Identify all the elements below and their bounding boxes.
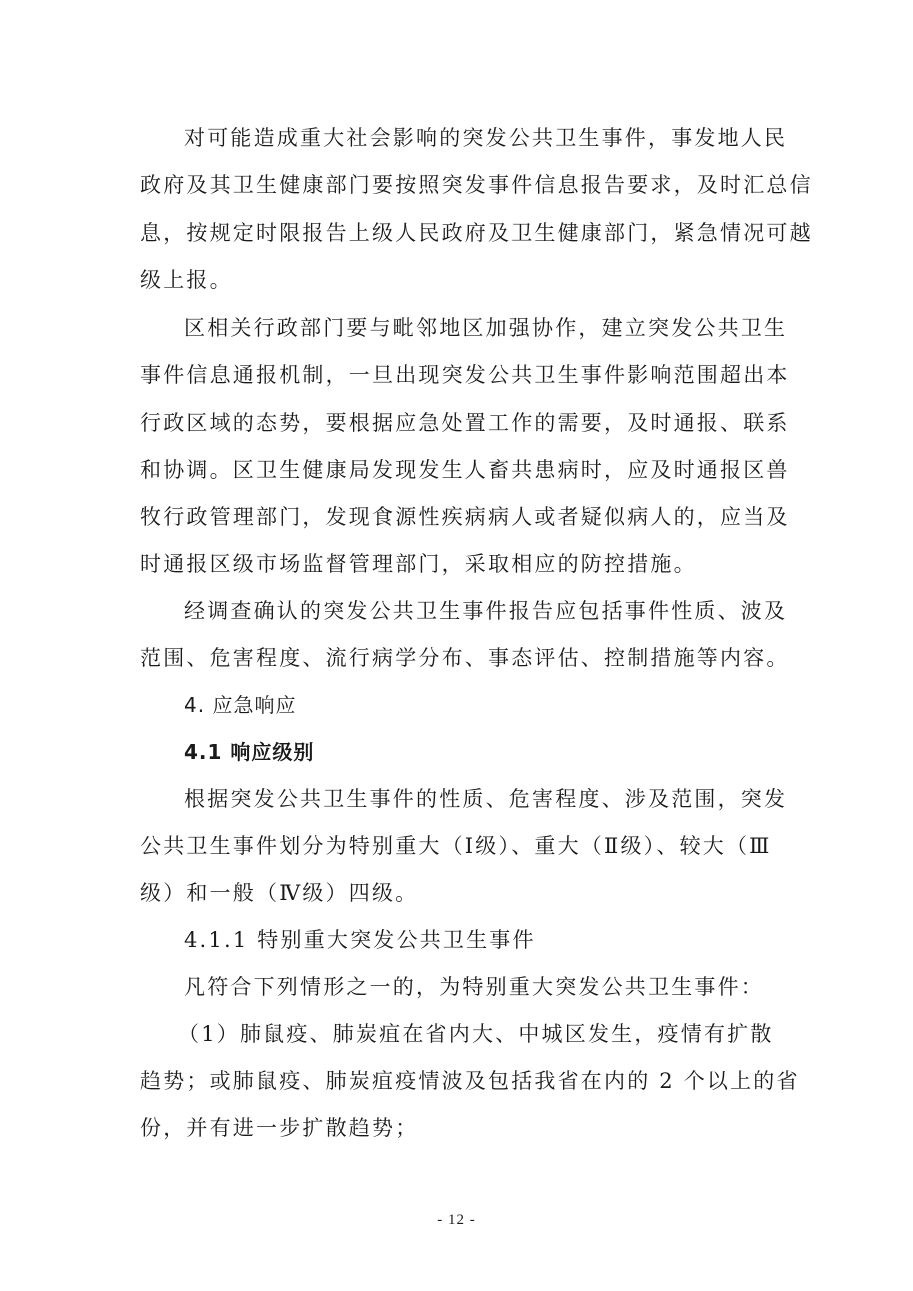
subsubsection-heading: 4.1.1 特别重大突发公共卫生事件 [184,928,536,952]
criteria-item-1-line-2: 趋势；或肺鼠疫、肺炭疽疫情波及包括我省在内的 2 个以上的省 [140,1069,800,1093]
levels-paragraph-line-1: 根据突发公共卫生事件的性质、危害程度、涉及范围，突发 [184,787,788,811]
paragraph-2-line-4: 和协调。区卫生健康局发现发生人畜共患病时，应及时通报区兽 [140,458,790,482]
paragraph-1-line-4: 级上报。 [140,268,233,292]
paragraph-2-line-5: 牧行政管理部门，发现食源性疾病病人或者疑似病人的，应当及 [140,505,790,529]
criteria-item-1-line-1: （1）肺鼠疫、肺炭疽在省内大、中城区发生，疫情有扩散 [178,1022,774,1046]
paragraph-2-line-3: 行政区域的态势，要根据应急处置工作的需要，及时通报、联系 [140,411,790,435]
levels-paragraph-line-2: 公共卫生事件划分为特别重大（Ⅰ级）、重大（Ⅱ级）、较大（Ⅲ [140,834,772,858]
paragraph-1-line-2: 政府及其卫生健康部门要按照突发事件信息报告要求，及时汇总信 [140,173,813,197]
paragraph-2-line-2: 事件信息通报机制，一旦出现突发公共卫生事件影响范围超出本 [140,363,790,387]
levels-paragraph-line-3: 级）和一般（Ⅳ级）四级。 [140,881,419,905]
page-number: - 12 - [437,1212,476,1228]
paragraph-2-line-6: 时通报区级市场监督管理部门，采取相应的防控措施。 [140,552,697,576]
paragraph-1-line-3: 息，按规定时限报告上级人民政府及卫生健康部门，紧急情况可越 [140,221,813,245]
paragraph-2-line-1: 区相关行政部门要与毗邻地区加强协作，建立突发公共卫生 [184,316,788,340]
subsection-heading: 4.1 响应级别 [184,740,315,764]
criteria-item-1-line-3: 份，并有进一步扩散趋势； [140,1116,419,1140]
paragraph-3-line-2: 范围、危害程度、流行病学分布、事态评估、控制措施等内容。 [140,646,790,670]
paragraph-3-line-1: 经调查确认的突发公共卫生事件报告应包括事件性质、波及 [184,599,788,623]
section-heading: 4. 应急响应 [184,693,297,717]
paragraph-1-line-1: 对可能造成重大社会影响的突发公共卫生事件，事发地人民 [184,126,788,150]
criteria-intro: 凡符合下列情形之一的，为特别重大突发公共卫生事件： [184,975,764,999]
